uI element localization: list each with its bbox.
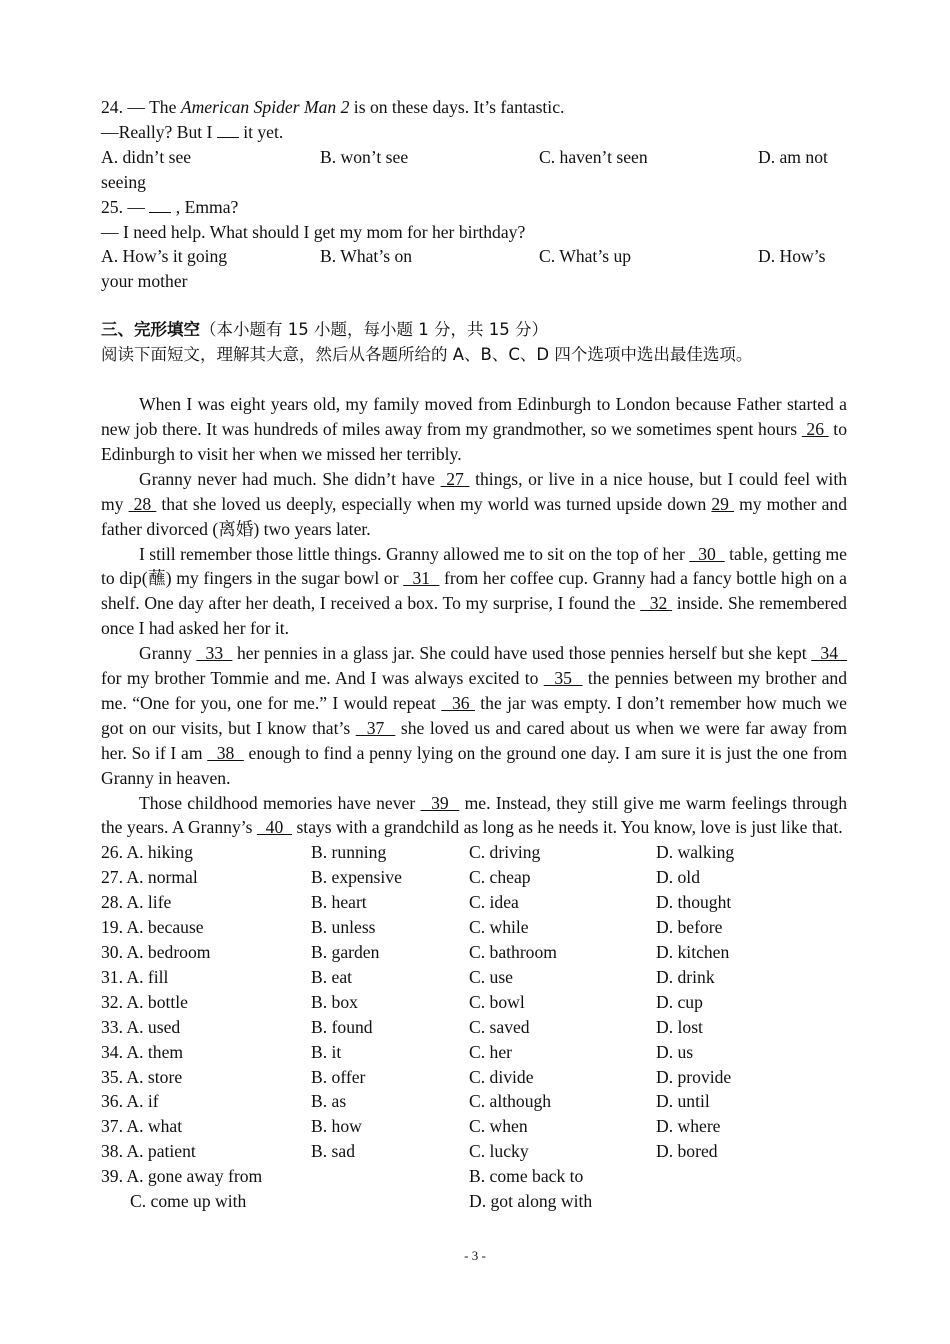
choice-a: 37. A. what bbox=[101, 1116, 183, 1137]
q25-reply: — I need help. What should I get my mom for her birthday? bbox=[101, 221, 526, 242]
choice-d: D. provide bbox=[656, 1066, 732, 1087]
choice-row bbox=[101, 865, 847, 890]
choice-b: B. offer bbox=[311, 1066, 366, 1087]
choice-row bbox=[101, 915, 847, 940]
choice-d: D. until bbox=[656, 1091, 710, 1112]
choice-c: C. saved bbox=[469, 1016, 530, 1037]
choice-a: 19. A. because bbox=[101, 917, 204, 938]
blank-35: 35 bbox=[543, 668, 583, 689]
option-d: D. am not bbox=[758, 146, 828, 167]
choice-a: 36. A. if bbox=[101, 1091, 159, 1112]
choice-d: D. old bbox=[656, 867, 700, 888]
choice-c: C. driving bbox=[469, 842, 541, 863]
q25-options bbox=[101, 244, 847, 269]
option-a: A. How’s it going bbox=[101, 246, 228, 267]
choice-d: D. drink bbox=[656, 966, 715, 987]
choice-d: D. thought bbox=[656, 892, 732, 913]
choice-b: B. sad bbox=[311, 1141, 355, 1162]
blank-33: 33 bbox=[196, 643, 233, 664]
q24-option-wrap: seeing bbox=[101, 171, 146, 192]
choice-row bbox=[101, 1040, 847, 1065]
blank-29: 29 bbox=[711, 493, 735, 514]
blank-37: 37 bbox=[355, 717, 396, 738]
choice-row-39 bbox=[101, 1164, 847, 1189]
q24-reply: —Really? But I it yet. bbox=[101, 121, 284, 142]
choice-b: B. eat bbox=[311, 966, 353, 987]
q24-options bbox=[101, 145, 847, 170]
choice-c: C. cheap bbox=[469, 867, 531, 888]
passage-paragraph-4: Granny 33 her pennies in a glass jar. She could have used those pennies herself but she kept 34 for my brother Tommie and me. And I was always excited to 35 the pennies between my brother and me. “One for you, one for me.” I would repeat 36 the jar was empty. I don’t remember how much we got on our visits, but I know that’s 37 she loved us and cared about us when we were far away from her. So if I am 38 enough to find a penny lying on the ground one day. I am sure it is just the one from Granny in heaven. bbox=[101, 643, 848, 788]
passage-paragraph-1: When I was eight years old, my family moved from Edinburgh to London because Father started a new job there. It was hundreds of miles away from my grandmother, so we sometimes spent hours 26 to Edinburgh to visit her when we missed her terribly. bbox=[101, 394, 847, 464]
blank-34: 34 bbox=[811, 643, 848, 664]
option-b: B. won’t see bbox=[320, 146, 409, 167]
choice-c: C. although bbox=[469, 1091, 552, 1112]
q25-stem: 25. — , Emma? bbox=[101, 196, 239, 217]
choice-a: 33. A. used bbox=[101, 1016, 181, 1037]
choice-b: B. box bbox=[311, 991, 358, 1012]
choice-row bbox=[101, 990, 847, 1015]
q25-option-wrap: your mother bbox=[101, 271, 188, 292]
choice-c: C. bathroom bbox=[469, 942, 557, 962]
choice-a: 28. A. life bbox=[101, 892, 172, 913]
choice-d: D. where bbox=[656, 1116, 721, 1137]
choice-a: 35. A. store bbox=[101, 1066, 183, 1087]
blank-30: 30 bbox=[689, 543, 725, 564]
choice-row bbox=[101, 840, 847, 865]
blank-27: 27 bbox=[440, 468, 470, 489]
page-number: - 3 - bbox=[464, 1248, 486, 1263]
choice-c: C. her bbox=[469, 1041, 512, 1062]
choice-d: D. lost bbox=[656, 1016, 703, 1037]
blank-38: 38 bbox=[207, 742, 244, 763]
choice-d: D. before bbox=[656, 917, 723, 938]
choice-c: C. bowl bbox=[469, 991, 525, 1012]
blank-40: 40 bbox=[256, 817, 293, 838]
option-d: D. How’s bbox=[758, 246, 826, 267]
choice-c: C. idea bbox=[469, 892, 519, 913]
blank-31: 31 bbox=[403, 568, 440, 589]
choice-row bbox=[101, 890, 847, 915]
choice-row bbox=[101, 1139, 847, 1164]
choice-a: 31. A. fill bbox=[101, 966, 169, 987]
passage-paragraph-5: Those childhood memories have never 39 me. Instead, they still give me warm feelings through the years. A Granny’s 40 stays with a grandchild as long as he needs it. You know, love is just like that. bbox=[101, 792, 847, 838]
choice-d: D. us bbox=[656, 1041, 694, 1062]
choice-row bbox=[101, 1089, 847, 1114]
choice-a: 38. A. patient bbox=[101, 1141, 196, 1162]
choice-row-39-cont bbox=[101, 1189, 847, 1214]
choice-b: B. garden bbox=[311, 942, 380, 962]
choice-b: B. come back to bbox=[469, 1166, 584, 1187]
choice-c: C. when bbox=[469, 1116, 528, 1137]
choice-c: C. use bbox=[469, 966, 513, 987]
blank-39: 39 bbox=[420, 792, 460, 813]
choice-c: C. lucky bbox=[469, 1141, 529, 1162]
choice-b: B. expensive bbox=[311, 867, 402, 888]
answer-blank bbox=[217, 121, 239, 138]
blank-26: 26 bbox=[801, 418, 829, 439]
choice-d: D. got along with bbox=[469, 1191, 593, 1212]
passage-paragraph-3: I still remember those little things. Granny allowed me to sit on the top of her 30 table, getting me to dip(蘸) my fingers in the sugar bowl or 31 from her coffee cup. Granny had a fancy bottle high on a shelf. One day after her death, I received a box. To my surprise, I found the 32 inside. She remembered once I had asked her for it. bbox=[101, 543, 847, 639]
choice-b: B. as bbox=[311, 1091, 347, 1112]
answer-blank bbox=[149, 196, 171, 213]
choice-a: 27. A. normal bbox=[101, 867, 198, 888]
choice-b: B. heart bbox=[311, 892, 367, 913]
blank-28: 28 bbox=[128, 493, 157, 514]
choice-row bbox=[101, 940, 847, 965]
choice-row bbox=[101, 1114, 847, 1139]
choice-c: C. divide bbox=[469, 1066, 534, 1087]
choice-a: 26. A. hiking bbox=[101, 842, 193, 863]
choice-c: C. come up with bbox=[130, 1191, 247, 1212]
choice-b: B. it bbox=[311, 1041, 342, 1062]
choice-d: D. cup bbox=[656, 991, 703, 1012]
q24-stem: 24. — The American Spider Man 2 is on these days. It’s fantastic. bbox=[101, 97, 565, 117]
choice-a: 30. A. bedroom bbox=[101, 942, 211, 962]
choice-d: D. walking bbox=[656, 842, 735, 863]
blank-32: 32 bbox=[640, 593, 673, 614]
choice-row bbox=[101, 1065, 847, 1090]
option-c: C. What’s up bbox=[539, 246, 632, 267]
option-c: C. haven’t seen bbox=[539, 146, 648, 167]
choice-c: C. while bbox=[469, 917, 529, 938]
section-heading: 三、完形填空（本小题有 15 小题，每小题 1 分，共 15 分） bbox=[101, 320, 548, 340]
choice-b: B. running bbox=[311, 842, 387, 863]
choice-a: 39. A. gone away from bbox=[101, 1166, 263, 1187]
film-title: American Spider Man 2 bbox=[180, 97, 350, 117]
answer-choices bbox=[101, 840, 847, 1164]
choice-a: 34. A. them bbox=[101, 1041, 184, 1062]
option-a: A. didn’t see bbox=[101, 146, 192, 167]
choice-row bbox=[101, 965, 847, 990]
blank-36: 36 bbox=[441, 692, 475, 713]
passage-paragraph-2: Granny never had much. She didn’t have 27 things, or live in a nice house, but I could feel with my 28 that she loved us deeply, especially when my world was turned upside down 29 my mother and father divorced (离婚) two years later. bbox=[101, 468, 848, 539]
exam-page bbox=[101, 95, 847, 1214]
choice-row bbox=[101, 1015, 847, 1040]
choice-b: B. unless bbox=[311, 917, 376, 938]
option-b: B. What’s on bbox=[320, 246, 413, 267]
section-instruction: 阅读下面短文，理解其大意，然后从各题所给的 A、B、C、D 四个选项中选出最佳选项。 bbox=[101, 345, 753, 365]
choice-b: B. found bbox=[311, 1016, 373, 1037]
choice-d: D. kitchen bbox=[656, 942, 730, 962]
choice-b: B. how bbox=[311, 1116, 362, 1137]
choice-a: 32. A. bottle bbox=[101, 991, 188, 1012]
choice-d: D. bored bbox=[656, 1141, 718, 1162]
